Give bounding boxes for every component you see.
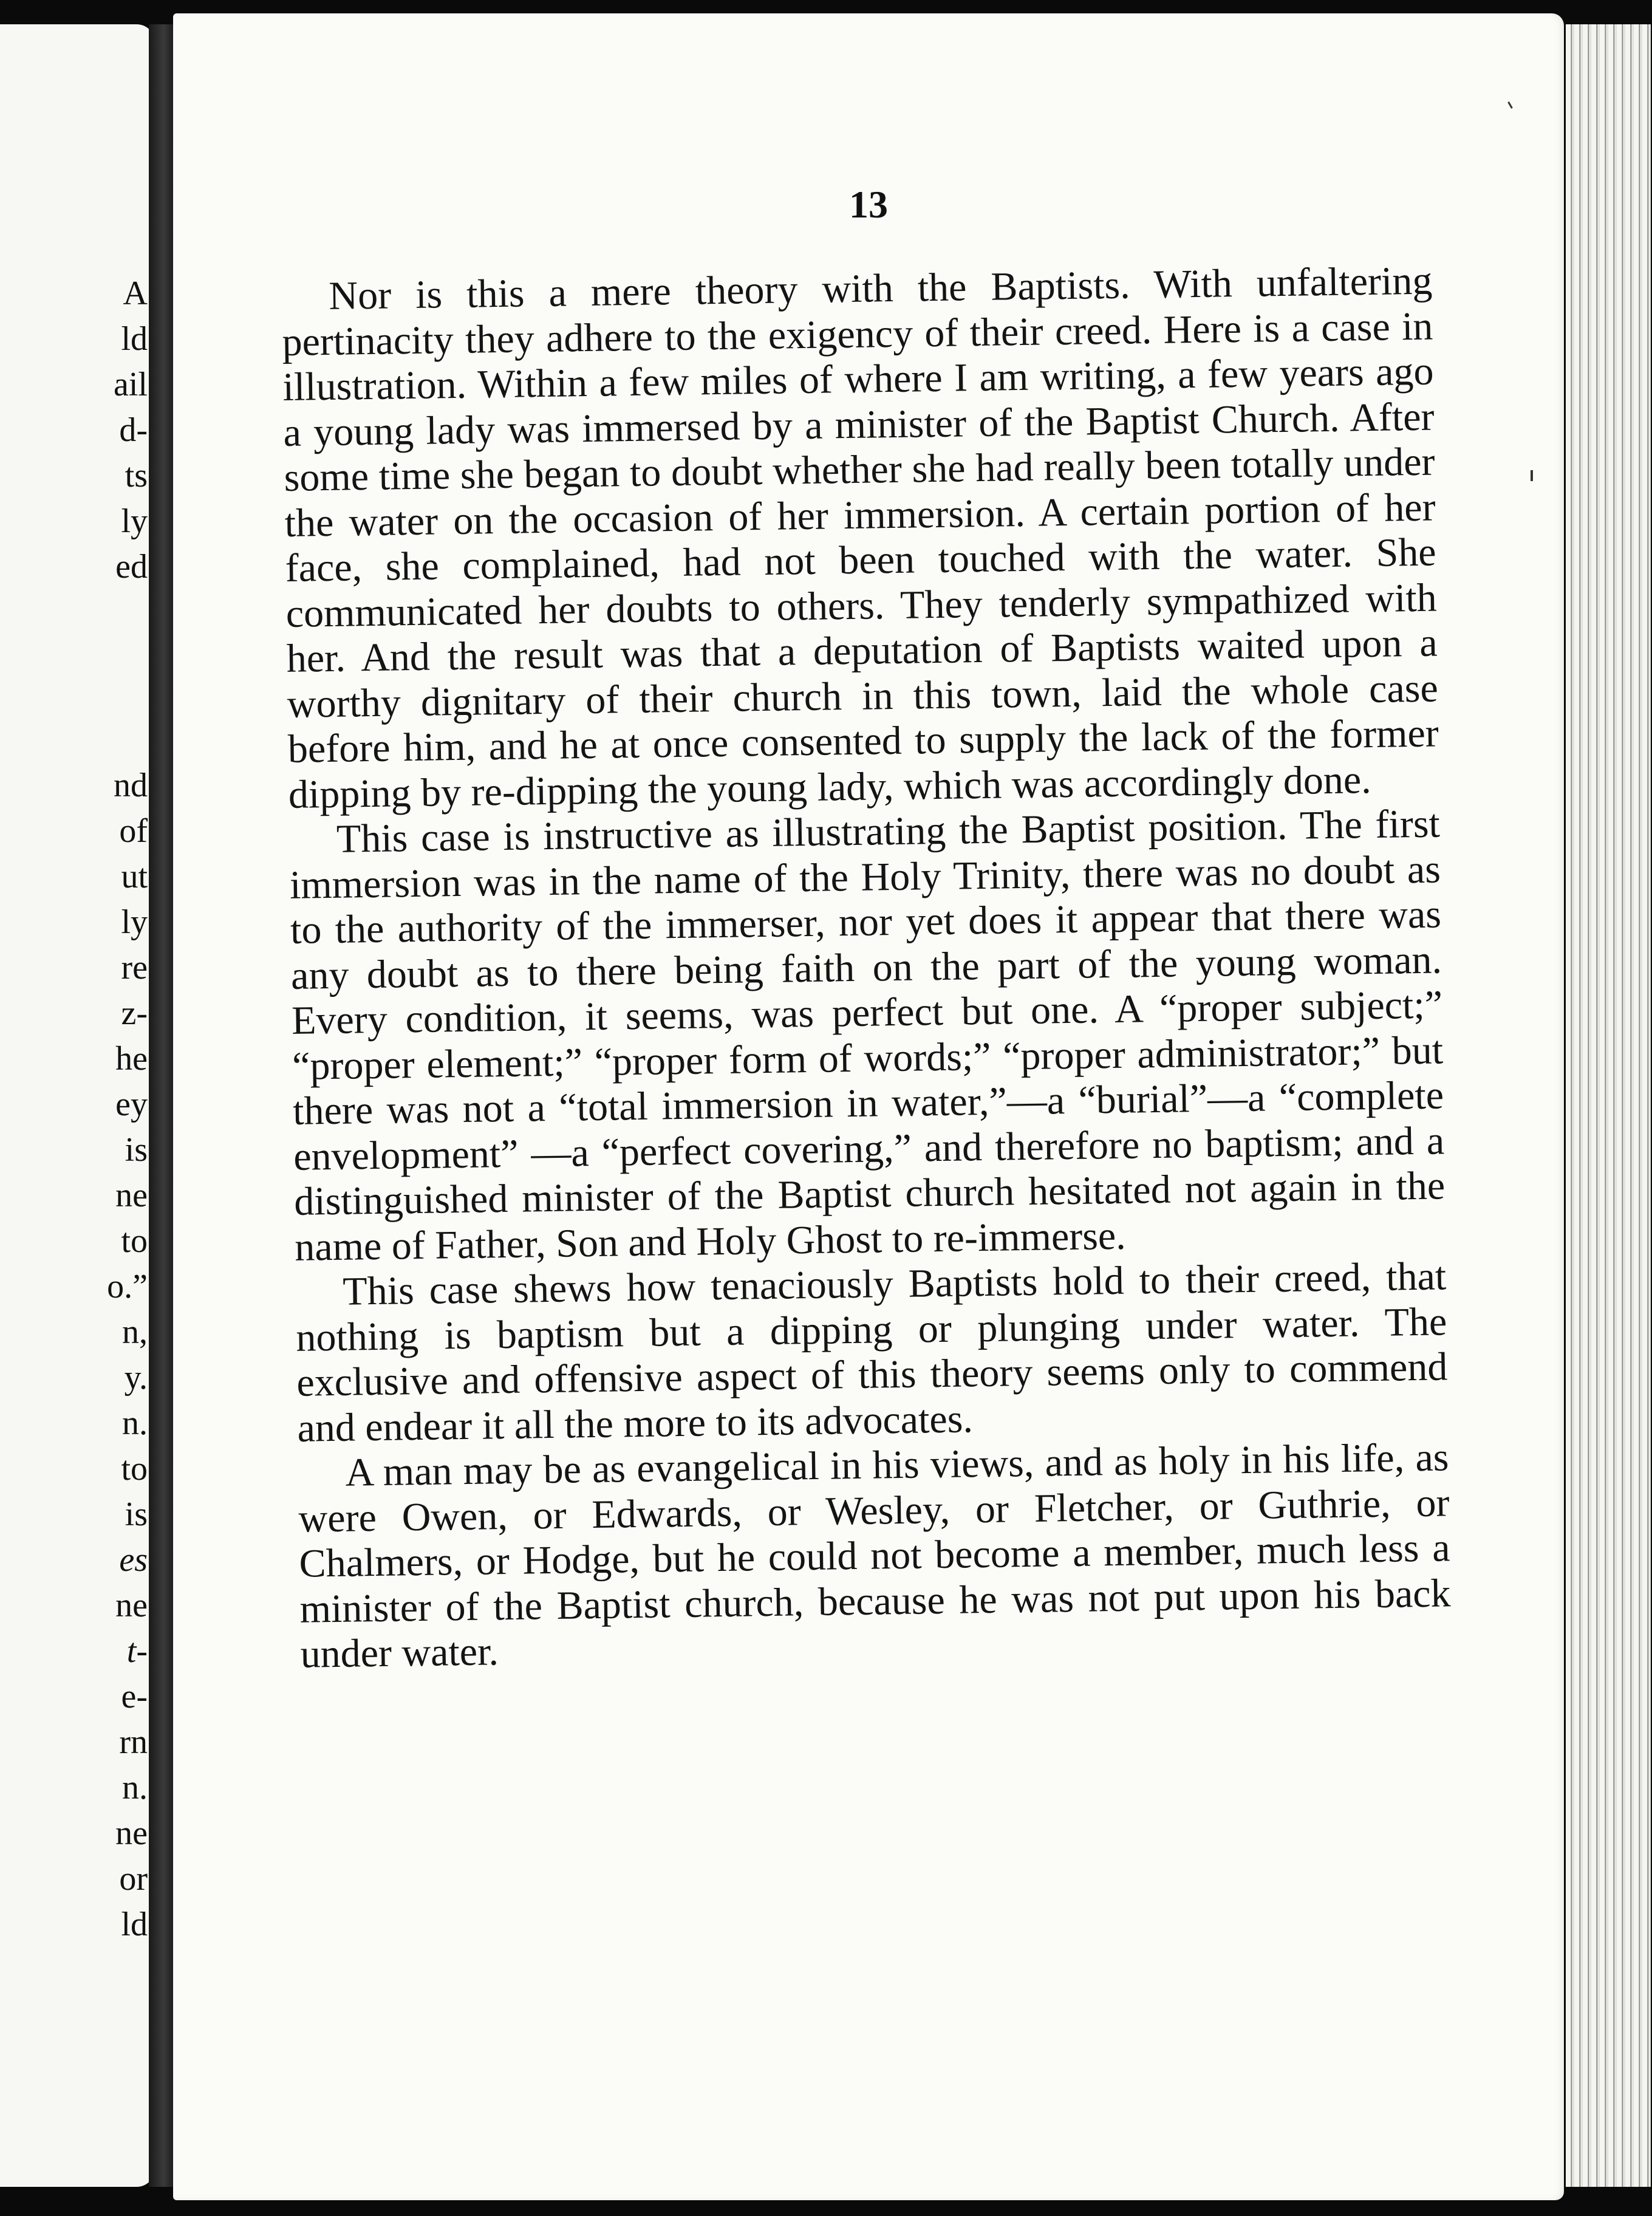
facing-page-fragment: n, bbox=[122, 1313, 148, 1351]
facing-page-fragment: z- bbox=[121, 994, 148, 1032]
facing-page-fragment: ld bbox=[121, 1906, 148, 1943]
facing-page-fragment: or bbox=[119, 1860, 148, 1898]
ink-speck bbox=[1531, 470, 1533, 481]
facing-page-fragment: ut bbox=[121, 858, 148, 895]
facing-page-fragment: ly bbox=[121, 903, 148, 941]
facing-page-fragment: ts bbox=[125, 457, 148, 494]
facing-page-fragment: ail bbox=[114, 366, 148, 403]
paragraph-2: This case is instructive as illustrating the Baptist position. The first immersion was in the name of the Holy Trinity, there was no doubt as to the authority of the immerser, nor yet does it appear that there was any doubt as to there being faith on the part of the young woman. Every condition, it seems, was perfect but one. A “proper subject;” “proper element;” “proper form of words;” “proper administrator;” but there was not a “total immersion in water,”—a “burial”—a “complete envelopment” —a “perfect covering,” and therefore no baptism; and a distinguished minister of the Baptist church hesitated not again in the name of Father, Son and Holy Ghost to re-immerse. bbox=[289, 801, 1445, 1270]
facing-page-fragment: nd bbox=[114, 767, 148, 804]
facing-page-fragment: ne bbox=[115, 1587, 148, 1624]
facing-page-fragment: ey bbox=[115, 1086, 148, 1123]
facing-page-fragment: d- bbox=[119, 411, 148, 449]
facing-page-fragment: ly bbox=[121, 502, 148, 540]
facing-page-fragment: ne bbox=[115, 1177, 148, 1214]
ink-speck bbox=[1507, 101, 1513, 109]
facing-page-fragment: n. bbox=[122, 1769, 148, 1807]
facing-page-fragment: t- bbox=[126, 1632, 148, 1670]
facing-page-fragment: es bbox=[119, 1541, 148, 1579]
page-stack-edges bbox=[1566, 24, 1651, 2187]
facing-page-fragment: ed bbox=[115, 548, 148, 586]
facing-page-fragment: to bbox=[121, 1222, 148, 1260]
page-number: 13 bbox=[849, 183, 888, 226]
facing-page-fragment: A bbox=[123, 275, 148, 312]
paragraph-3: This case shews how tenaciously Baptists hold to their creed, that nothing is baptism but a dipping or plunging under water. The exclusive and offensive aspect of this theory seems only to commend and endear it all the more to its advocates. bbox=[295, 1254, 1448, 1451]
facing-page-fragment: ne bbox=[115, 1814, 148, 1852]
facing-page-fragment: to bbox=[121, 1450, 148, 1488]
facing-page-fragment: n. bbox=[122, 1404, 148, 1442]
facing-page-fragment: y. bbox=[124, 1359, 148, 1397]
facing-page-edge bbox=[0, 24, 155, 2187]
facing-page-fragment: of bbox=[119, 812, 148, 850]
facing-page-fragment: rn bbox=[119, 1723, 148, 1761]
facing-page-fragment: he bbox=[115, 1040, 148, 1078]
book-page bbox=[173, 13, 1564, 2200]
facing-page-fragment: re bbox=[121, 949, 148, 987]
paragraph-1: Nor is this a mere theory with the Baptists. With unfaltering pertinacity they adhere to the exigency of their creed. Here is a case in illustration. Within a few miles of where I am writing, a few years ago a young lady was immersed by a minister of the Baptist Church. After some time she began to doubt whether she had really been totally under the water on the occasion of her immersion. A certain portion of her face, she complained, had not been touched with the water. She communicated her doubts to others. They tenderly sympathized with her. And the result was that a deputation of Baptists waited upon a worthy dignitary of their church in this town, laid the whole case before him, and he at once consented to supply the lack of the former dipping by re-dipping the young lady, which was accordingly done. bbox=[282, 258, 1439, 817]
facing-page-fragment: is bbox=[125, 1496, 148, 1533]
page-body-text bbox=[281, 259, 1452, 1678]
facing-page-fragment: o.” bbox=[107, 1268, 148, 1305]
facing-page-fragment: e- bbox=[121, 1678, 148, 1715]
facing-page-fragment: ld bbox=[121, 320, 148, 358]
book-gutter bbox=[149, 24, 176, 2187]
paragraph-4: A man may be as evangelical in his views, and as holy in his life, as were Owen, or Edwards, or Wesley, or Fletcher, or Guthrie, or Chalmers, or Hodge, but he could not become a member, much less a minister of the Baptist church, because he was not put upon his back under water. bbox=[298, 1435, 1451, 1677]
facing-page-fragment: is bbox=[125, 1131, 148, 1169]
